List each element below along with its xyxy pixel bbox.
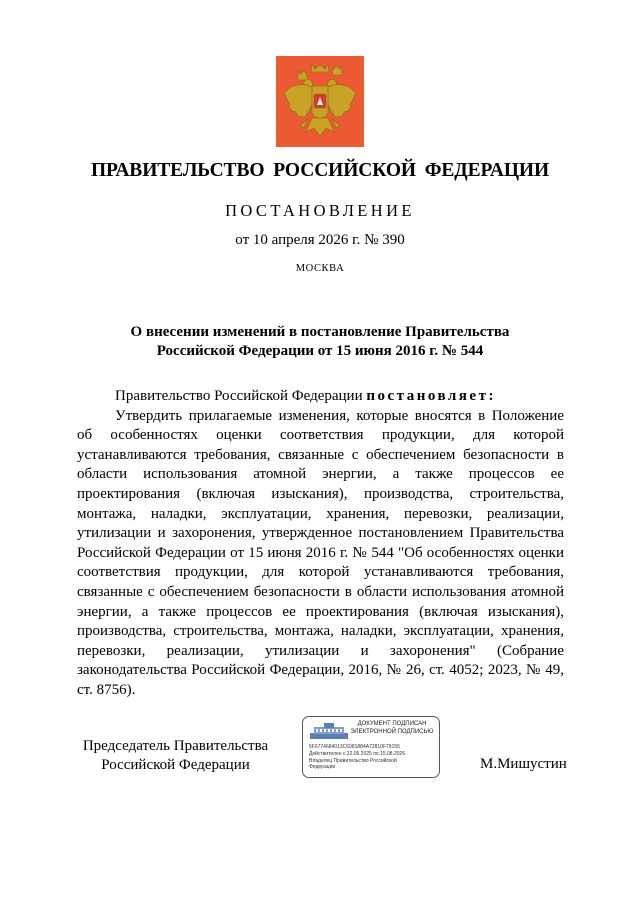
subject-line: Российской Федерации от 15 июня 2016 г. № 544 (156, 343, 484, 359)
subject-line: О внесении изменений в постановление Правительства (130, 324, 510, 340)
document-date-number: от 10 апреля 2026 г. № 390 (235, 232, 405, 248)
stamp-validity: Действителен с 22.05.2025 по 15.08.2026 (309, 751, 406, 757)
document-subject (0, 323, 640, 361)
document-type: ПОСТАНОВЛЕНИЕ (225, 201, 415, 220)
government-building-icon (310, 723, 348, 739)
stamp-owner: Владелец Правительство Российской (309, 758, 397, 764)
document-city: МОСКВА (295, 263, 345, 274)
coat-of-arms-icon (276, 56, 364, 147)
stamp-owner: Федерации (309, 764, 336, 770)
signatory-position (78, 737, 273, 775)
position-line: Председатель Правительства (82, 738, 269, 754)
main-paragraph: Утвердить прилагаемые изменения, которые вносятся в Положение об особенностях оценки соответствия продукции, для которой устанавливаются требования, связанные с обеспечением безопасности в области использования атомной энергии, а также процессов ее проектирования (включая изыскания), производства, строительства, монтажа, наладки, эксплуатации, хранения, перевозки, реализации, утилизации и захоронения, утвержденное постановлением Правительства Российской Федерации от 15 июня 2016 г. № 544 "Об особенностях оценки соответствия продукции, для которой устанавливаются требования, связанные с обеспечением безопасности в области использования атомной энергии, а также процессов ее проектирования (включая изыскания), производства, строительства, монтажа, наладки, эксплуатации, хранения, перевозки, реализации, утилизации и захоронения" (Собрание законодательства Российской Федерации, 2016, № 26, ст. 4052; 2023, № 49, ст. 8756). (77, 407, 564, 698)
decree-word: постановляет: (366, 388, 496, 404)
intro-text: Правительство Российской Федерации (115, 388, 367, 404)
electronic-signature-stamp (302, 716, 440, 778)
government-title: ПРАВИТЕЛЬСТВО РОССИЙСКОЙ ФЕДЕРАЦИИ (90, 160, 550, 181)
position-line: Российской Федерации (101, 757, 250, 773)
signatory-name: М.Мишустин (480, 756, 567, 772)
stamp-title-line: ЭЛЕКТРОННОЙ ПОДПИСЬЮ (350, 728, 434, 735)
stamp-certificate: 6F6774684013C6081884A72810F79155 (309, 744, 400, 750)
stamp-title (349, 721, 435, 736)
intro-paragraph (77, 387, 564, 407)
document-body (77, 387, 564, 701)
stamp-title-line: ДОКУМЕНТ ПОДПИСАН (357, 721, 427, 727)
